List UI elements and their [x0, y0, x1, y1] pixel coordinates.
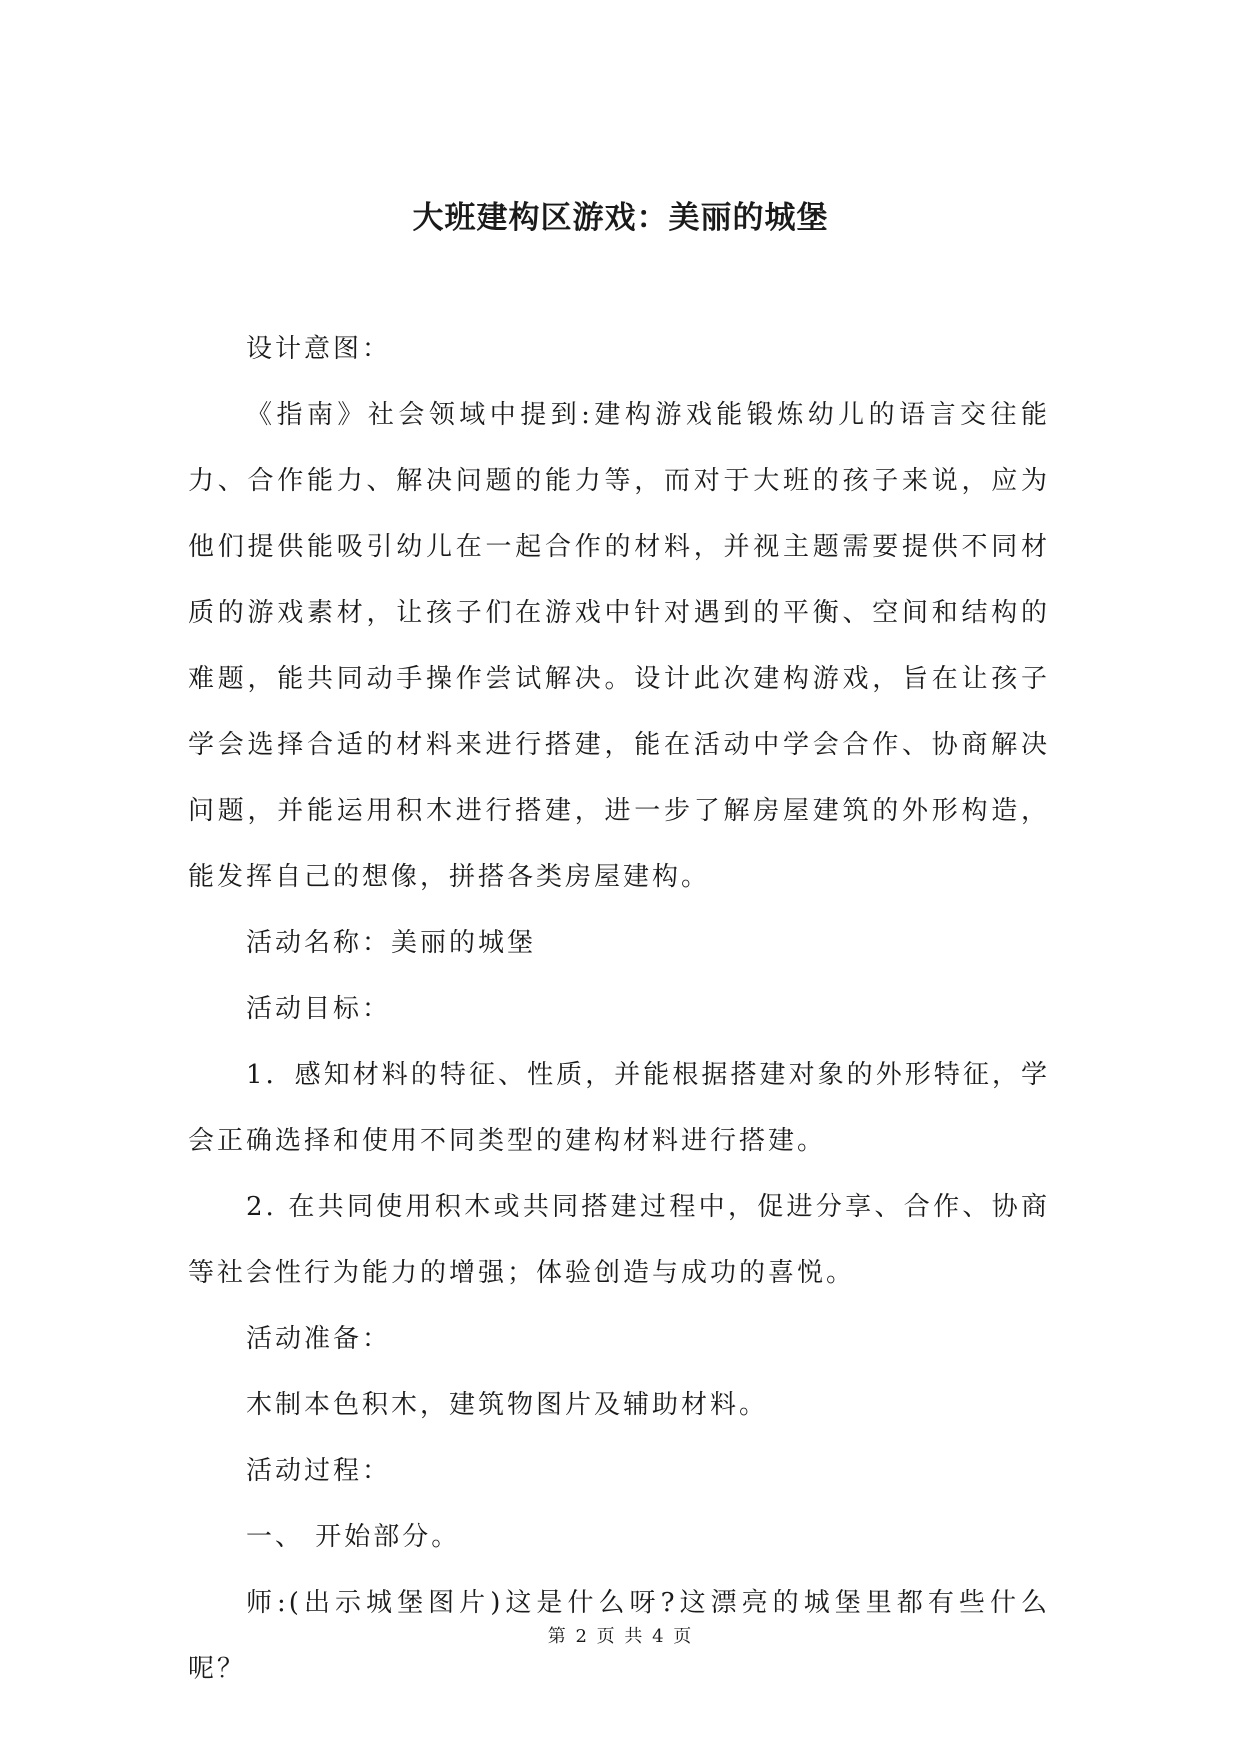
paragraph-teacher-dialogue: 师:(出示城堡图片)这是什么呀?这漂亮的城堡里都有些什么呢？ — [188, 1588, 1050, 1684]
paragraph-design-intent-heading: 设计意图： — [246, 334, 392, 364]
document-body — [188, 316, 1050, 1702]
paragraph-activity-name: 活动名称：美丽的城堡 — [246, 928, 537, 958]
paragraph-preparation-heading: 活动准备： — [246, 1324, 392, 1354]
document-title: 大班建构区游戏：美丽的城堡 — [412, 200, 829, 236]
paragraph-preparation-text: 木制本色积木，建筑物图片及辅助材料。 — [246, 1390, 769, 1420]
paragraph-design-intent-text: 《指南》社会领域中提到:建构游戏能锻炼幼儿的语言交往能力、合作能力、解决问题的能力等，而对于大班的孩子来说，应为他们提供能吸引幼儿在一起合作的材料，并视主题需要提供不同材质的游戏素材，让孩子们在游戏中针对遇到的平衡、空间和结构的难题，能共同动手操作尝试解决。设计此次建构游戏，旨在让孩子学会选择合适的材料来进行搭建，能在活动中学会合作、协商解决问题，并能运用积木进行搭建，进一步了解房屋建筑的外形构造，能发挥自己的想像，拼搭各类房屋建构。 — [188, 400, 1050, 892]
paragraph-activity-goals-heading: 活动目标： — [246, 994, 392, 1024]
paragraph-goal-1: 1．感知材料的特征、性质，并能根据搭建对象的外形特征，学会正确选择和使用不同类型的建构材料进行搭建。 — [188, 1060, 1050, 1156]
paragraph-goal-2: 2. 在共同使用积木或共同搭建过程中，促进分享、合作、协商等社会性行为能力的增强；体验创造与成功的喜悦。 — [188, 1192, 1050, 1288]
paragraph-process-part-1: 一、 开始部分。 — [246, 1522, 461, 1552]
page-footer: 第 2 页 共 4 页 — [547, 1626, 694, 1647]
paragraph-process-heading: 活动过程： — [246, 1456, 392, 1486]
